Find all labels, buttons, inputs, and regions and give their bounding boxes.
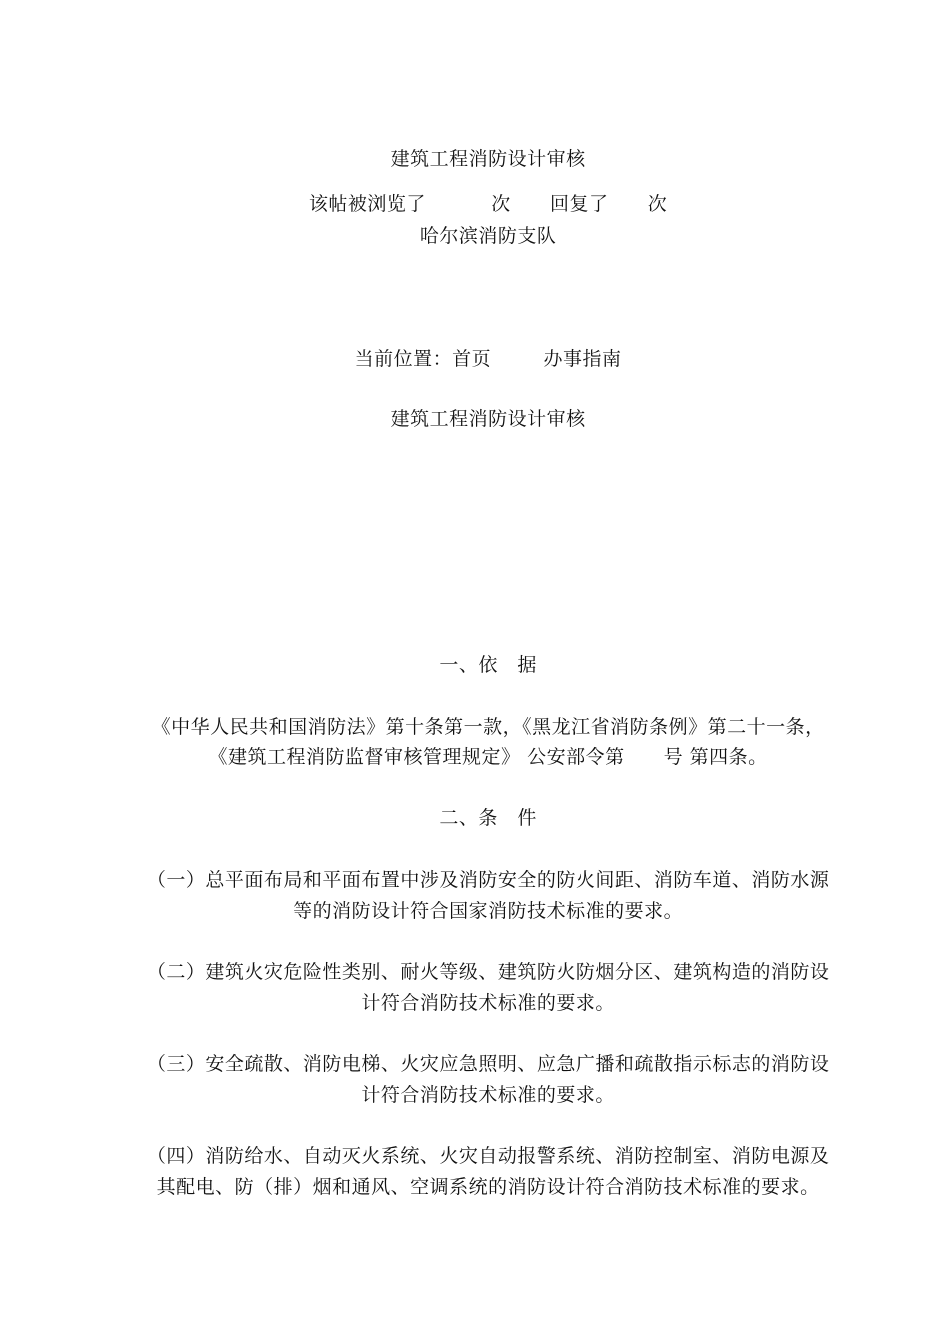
breadcrumb-prefix: 当前位置： — [354, 348, 453, 370]
condition-item-line: 其配电、防（排）烟和通风、空调系统的消防设计符合消防技术标准的要求。 — [156, 1176, 820, 1198]
organization-name: 哈尔滨消防支队 — [419, 225, 557, 247]
condition-item-line: 计符合消防技术标准的要求。 — [361, 1084, 615, 1106]
condition-item-line: （一）总平面布局和平面布置中涉及消防安全的防火间距、消防车道、消防水源 — [146, 869, 830, 891]
views-prefix: 该帖被浏览了 — [308, 193, 426, 215]
views-suffix: 次 — [491, 193, 511, 215]
document-title: 建筑工程消防设计审核 — [390, 148, 586, 170]
basis-text-line: 《建筑工程消防监督审核管理规定》 公安部令第 号 第四条。 — [208, 746, 768, 768]
condition-item-line: （三）安全疏散、消防电梯、火灾应急照明、应急广播和疏散指示标志的消防设 — [146, 1053, 830, 1075]
page-subtitle: 建筑工程消防设计审核 — [390, 408, 586, 430]
condition-item-line: 等的消防设计符合国家消防技术标准的要求。 — [293, 900, 684, 922]
condition-item-line: （二）建筑火灾危险性类别、耐火等级、建筑防火防烟分区、建筑构造的消防设 — [146, 961, 830, 983]
breadcrumb-home[interactable]: 首页 — [452, 348, 492, 370]
condition-item-line: 计符合消防技术标准的要求。 — [361, 992, 615, 1014]
breadcrumb-section[interactable]: 办事指南 — [543, 348, 622, 370]
condition-item-line: （四）消防给水、自动灭火系统、火灾自动报警系统、消防控制室、消防电源及 — [146, 1145, 830, 1167]
section-heading-conditions: 二、条 件 — [439, 807, 537, 829]
basis-text-line: 《中华人民共和国消防法》第十条第一款，《黑龙江省消防条例》第二十一条， — [151, 716, 825, 738]
section-heading-basis: 一、依 据 — [439, 654, 537, 676]
replies-prefix: 回复了 — [550, 193, 609, 215]
replies-suffix: 次 — [647, 193, 668, 215]
